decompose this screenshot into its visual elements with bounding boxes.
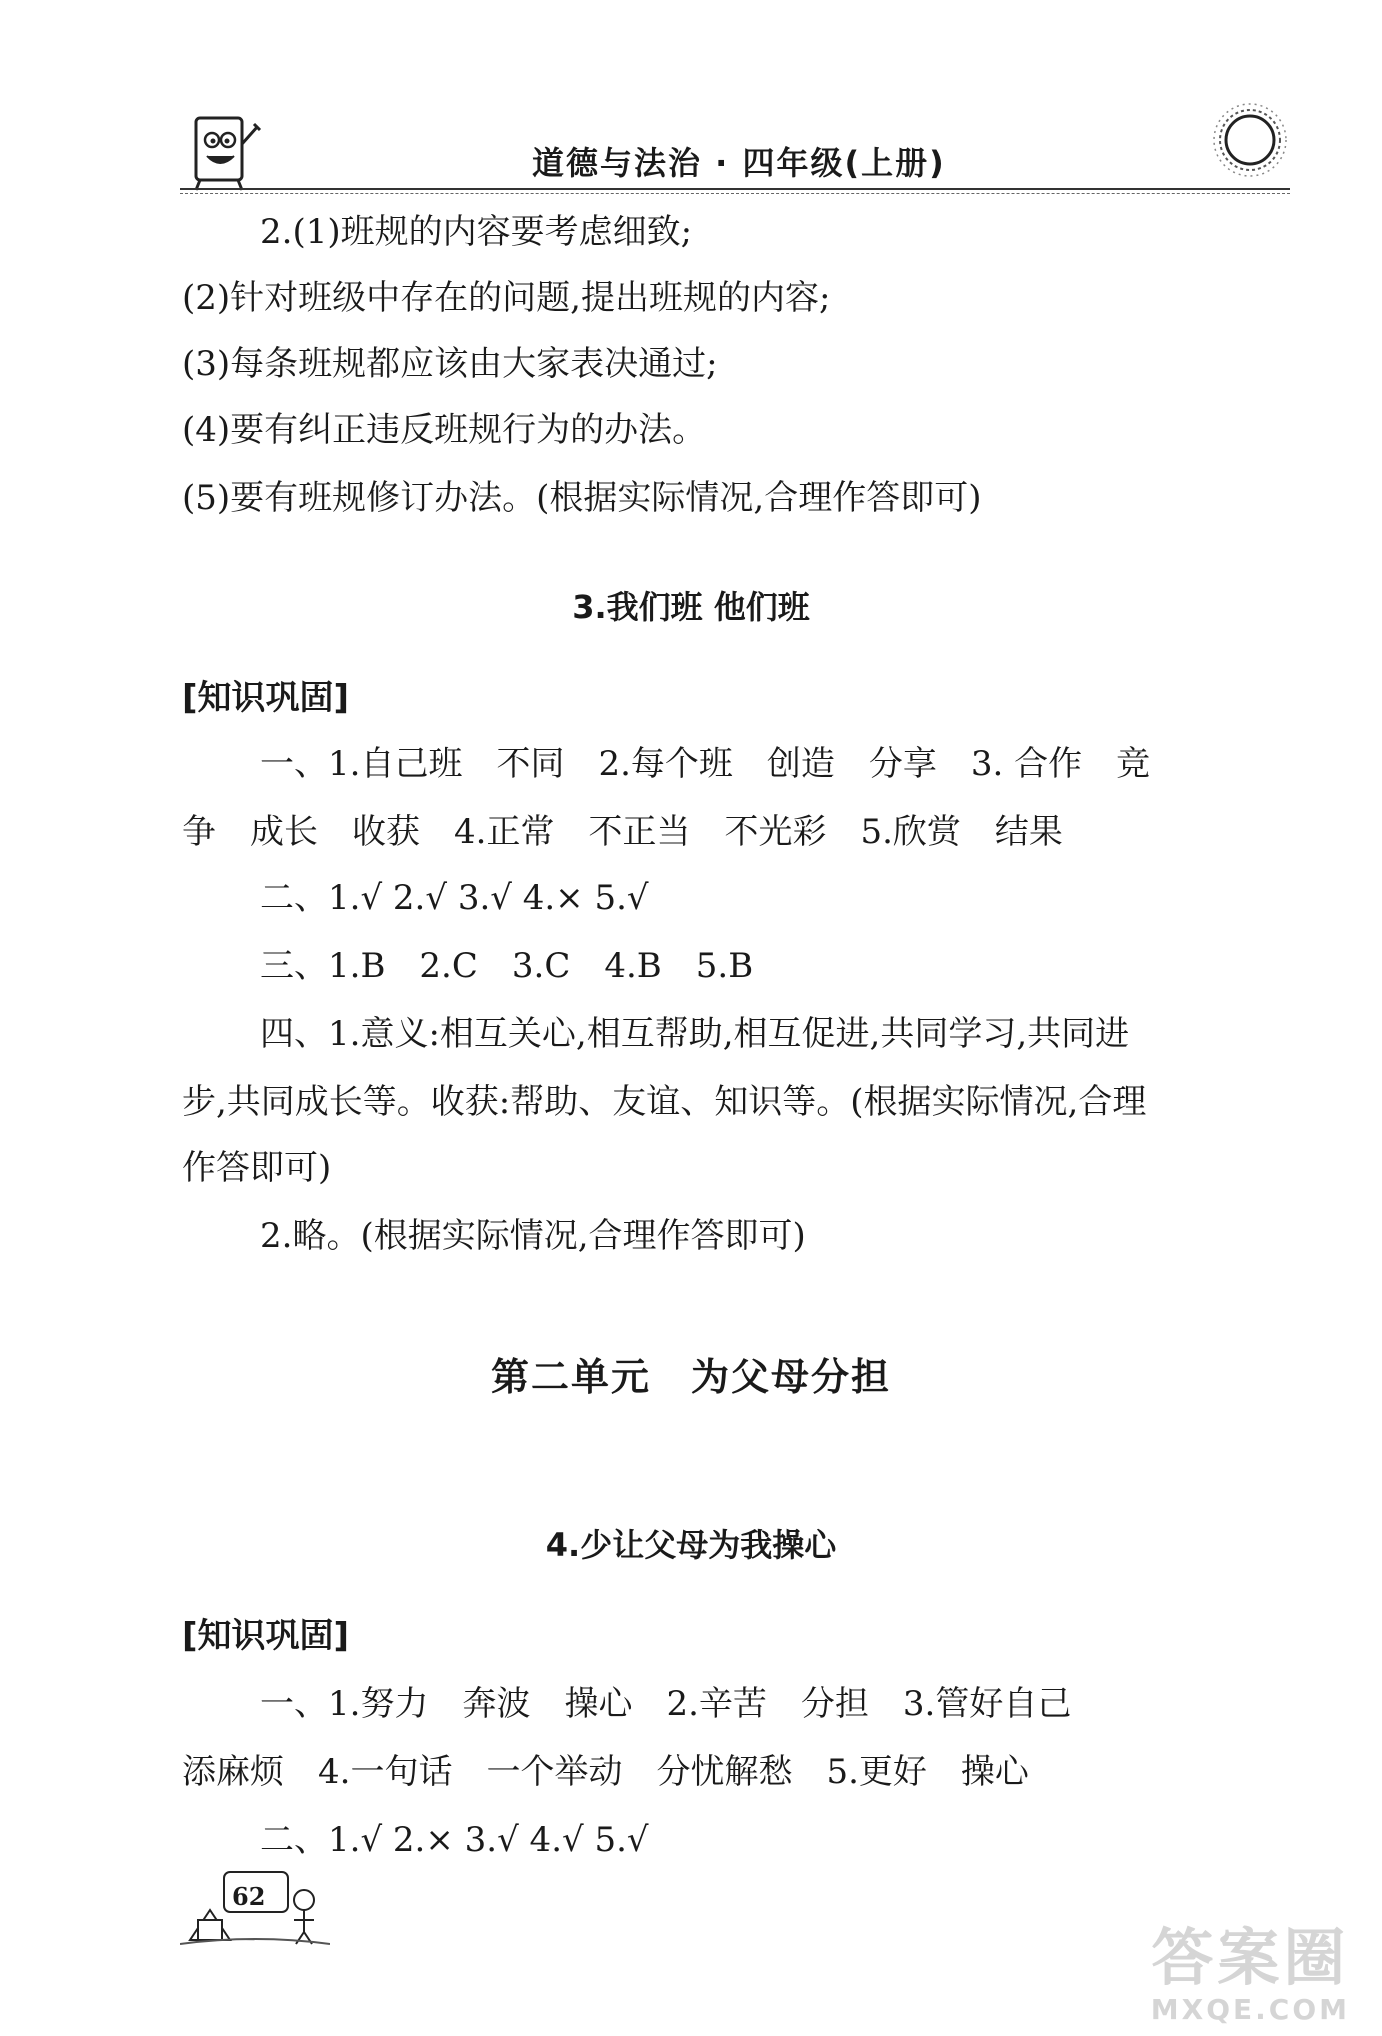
lesson3-line: 三、1.B 2.C 3.C 4.B 5.B [260,946,754,986]
header-title: 道德与法治 · 四年级(上册) [532,144,946,182]
lesson4-subhead: [知识巩固] [182,1616,350,1656]
lesson3-line: 2.略。(根据实际情况,合理作答即可) [260,1216,806,1256]
lesson4-line: 二、1.√ 2.× 3.√ 4.√ 5.√ [260,1820,649,1860]
lesson3-line: 争 成长 收获 4.正常 不正当 不光彩 5.欣赏 结果 [182,812,1063,852]
rules-item-2: (2)针对班级中存在的问题,提出班规的内容; [182,278,831,318]
lesson3-subhead: [知识巩固] [182,678,350,718]
page-number: 62 [232,1882,266,1911]
lesson3-line: 二、1.√ 2.√ 3.√ 4.× 5.√ [260,878,649,918]
header-rule-dashed [180,193,1290,194]
lesson3-line: 四、1.意义:相互关心,相互帮助,相互促进,共同学习,共同进 [260,1014,1130,1054]
page-footer [180,1850,330,1950]
lesson4-line: 添麻烦 4.一句话 一个举动 分忧解愁 5.更好 操心 [182,1752,1029,1792]
watermark-main: 答案圈 [1151,1921,1350,1994]
lesson3-title: 3.我们班 他们班 [572,588,810,626]
unit2-title: 第二单元 为父母分担 [490,1355,891,1399]
watermark [1151,1908,1350,2026]
watermark-sub: MXQE.COM [1150,1993,1350,2026]
lesson4-title: 4.少让父母为我操心 [545,1526,837,1564]
lesson3-line: 一、1.自己班 不同 2.每个班 创造 分享 3. 合作 竞 [260,744,1151,784]
rules-item-1: 2.(1)班规的内容要考虑细致; [260,212,693,252]
header-rule [180,188,1290,190]
rules-item-5: (5)要有班规修订办法。(根据实际情况,合理作答即可) [182,478,982,518]
lesson3-line: 步,共同成长等。收获:帮助、友谊、知识等。(根据实际情况,合理 [182,1082,1147,1122]
lesson3-line: 作答即可) [182,1148,332,1188]
book-mascot-icon [180,104,270,194]
lesson4-line: 一、1.努力 奔波 操心 2.辛苦 分担 3.管好自己 [260,1684,1072,1724]
rules-item-3: (3)每条班规都应该由大家表决通过; [182,344,718,384]
page-header [180,100,1290,196]
sun-icon [1210,100,1290,180]
rules-item-4: (4)要有纠正违反班规行为的办法。 [182,410,707,450]
